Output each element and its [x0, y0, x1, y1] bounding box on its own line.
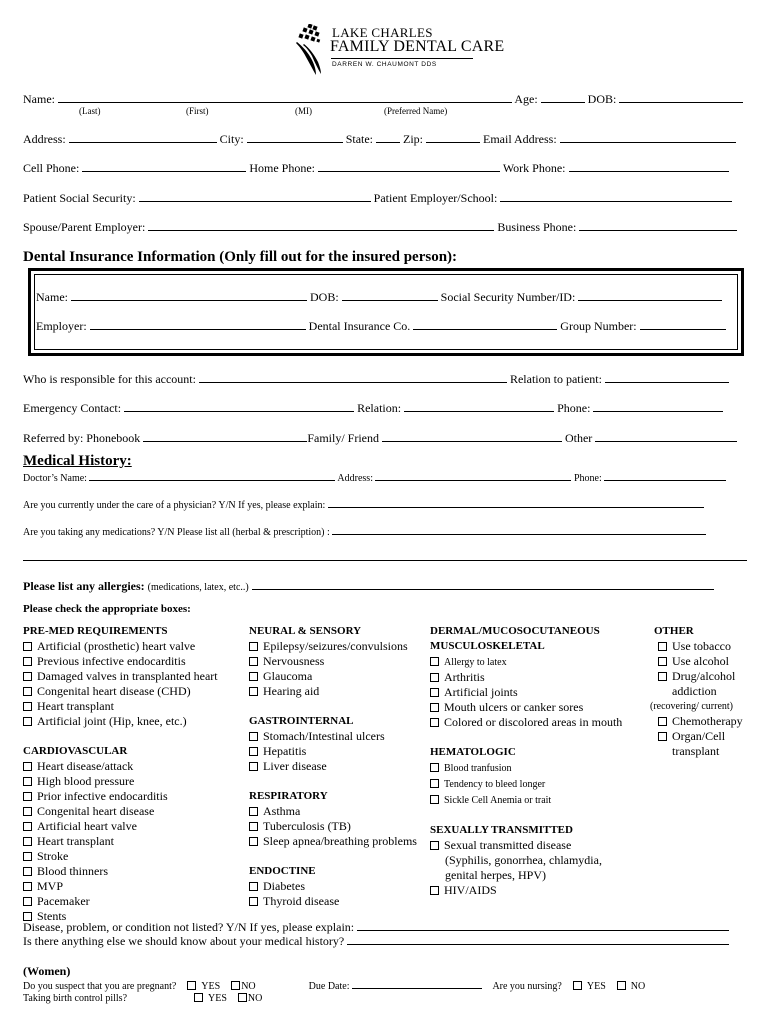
work-phone-label: Work Phone: — [502, 161, 566, 175]
checkbox-item[interactable]: Glaucoma — [249, 669, 417, 684]
else-field[interactable] — [347, 935, 729, 945]
spouse-row — [23, 219, 737, 235]
checkbox-item[interactable]: Liver disease — [249, 759, 417, 774]
insured-name-field[interactable] — [71, 289, 307, 301]
referred-phonebook-label: Referred by: Phonebook — [23, 431, 141, 445]
emergency-row — [23, 400, 723, 416]
pregnant-row — [23, 979, 645, 992]
insured-dob-label: DOB: — [310, 290, 339, 304]
checkbox-item[interactable]: Use alcohol — [654, 654, 743, 669]
city-field[interactable] — [247, 131, 343, 143]
responsible-label: Who is responsible for this account: — [23, 372, 196, 386]
checkbox[interactable] — [23, 807, 32, 816]
nursing-question: Are you nursing? — [492, 981, 562, 992]
birth-control-question: Taking birth control pills? — [23, 993, 128, 1004]
pregnant-no-label: NO — [241, 981, 256, 992]
checkbox-item[interactable]: Blood thinners — [23, 864, 218, 879]
patient-employer-label: Patient Employer/School: — [373, 191, 498, 205]
insurance-row1 — [36, 289, 722, 305]
business-phone-label: Business Phone: — [497, 220, 577, 234]
checkbox[interactable] — [23, 672, 32, 681]
sexual-header: SEXUALLY TRANSMITTED — [430, 824, 573, 836]
emergency-relation-label: Relation: — [357, 401, 402, 415]
doctor-name-label: Doctor’s Name: — [23, 473, 87, 484]
doctor-name-field[interactable] — [89, 471, 335, 481]
due-date-label: Due Date: — [308, 981, 350, 992]
checkbox[interactable] — [658, 732, 667, 741]
spacer — [249, 699, 417, 714]
address-label: Address: — [23, 132, 66, 146]
spacer — [249, 849, 417, 864]
patient-employer-field[interactable] — [500, 190, 732, 202]
medical-history-title: Medical History: — [23, 453, 132, 469]
cardio-header: CARDIOVASCULAR — [23, 745, 128, 757]
sub-preferred: (Preferred Name) — [384, 106, 448, 116]
insurance-box-inner — [34, 274, 738, 350]
column-other — [650, 624, 743, 759]
premed-header: PRE-MED REQUIREMENTS — [23, 625, 168, 637]
referred-other-field[interactable] — [595, 430, 737, 442]
hematologic-header: HEMATOLOGIC — [430, 746, 516, 758]
checkbox[interactable] — [23, 762, 32, 771]
checkbox-item[interactable]: Stroke — [23, 849, 218, 864]
zip-label: Zip: — [403, 132, 424, 146]
physician-question: Are you currently under the care of a physician? Y/N If yes, please explain: — [23, 500, 326, 511]
work-phone-field[interactable] — [569, 160, 729, 172]
checkbox[interactable] — [23, 777, 32, 786]
dob-field[interactable] — [619, 91, 743, 103]
business-phone-field[interactable] — [579, 219, 737, 231]
email-label: Email Address: — [483, 132, 557, 146]
checkbox-item[interactable]: Artificial joint (Hip, knee, etc.) — [23, 714, 218, 729]
spacer — [430, 730, 622, 745]
cell-phone-field[interactable] — [82, 160, 246, 172]
insurance-company-label: Dental Insurance Co. — [308, 319, 411, 333]
checkbox-item[interactable]: Artificial (prosthetic) heart valve — [23, 639, 218, 654]
city-label: City: — [219, 132, 244, 146]
allergies-row — [23, 578, 714, 594]
checkbox-item[interactable]: Stents — [23, 909, 218, 924]
name-field[interactable] — [58, 91, 512, 103]
birth-control-row — [23, 993, 262, 1004]
checkbox[interactable] — [430, 886, 439, 895]
checkbox[interactable] — [249, 672, 258, 681]
checkbox[interactable] — [249, 687, 258, 696]
checkbox[interactable] — [23, 687, 32, 696]
column-premed-cardio — [23, 624, 218, 924]
practice-logo — [294, 22, 505, 78]
neural-header: NEURAL & SENSORY — [249, 625, 362, 637]
medications-row — [23, 525, 706, 538]
checkbox[interactable] — [658, 672, 667, 681]
checkbox[interactable] — [23, 897, 32, 906]
disease-row — [23, 920, 729, 935]
insurance-row2 — [36, 318, 726, 334]
spacer — [430, 808, 622, 823]
checkbox-item[interactable]: HIV/AIDS — [430, 883, 622, 898]
checkbox[interactable] — [249, 657, 258, 666]
pregnant-no-checkbox[interactable] — [231, 981, 240, 990]
group-number-field[interactable] — [640, 318, 726, 330]
item-continuation: addiction — [672, 684, 717, 698]
referred-phonebook-field[interactable] — [143, 430, 307, 442]
recovering-note: (recovering/ current) — [650, 701, 734, 712]
email-field[interactable] — [560, 131, 736, 143]
responsible-field[interactable] — [199, 371, 507, 383]
logo-line1: LAKE CHARLES — [332, 25, 433, 40]
checkbox[interactable] — [249, 642, 258, 651]
checkbox-item[interactable]: Artificial heart valve — [23, 819, 218, 834]
checkbox[interactable] — [23, 717, 32, 726]
checkbox-item[interactable]: Damaged valves in transplanted heart — [23, 669, 218, 684]
referred-other-label: Other — [564, 431, 593, 445]
checkbox[interactable] — [249, 732, 258, 741]
home-phone-label: Home Phone: — [249, 161, 316, 175]
checkbox-item[interactable]: Nervousness — [249, 654, 417, 669]
nursing-no-checkbox[interactable] — [617, 981, 626, 990]
checkbox-item[interactable]: Congenital heart disease (CHD) — [23, 684, 218, 699]
doctor-row — [23, 471, 726, 484]
doctor-phone-field[interactable] — [604, 471, 726, 481]
checkbox[interactable] — [430, 688, 439, 697]
checkbox[interactable] — [249, 747, 258, 756]
referred-family-label: Family/ Friend — [307, 431, 379, 445]
else-question: Is there anything else we should know about your medical history? — [23, 934, 345, 948]
spouse-employer-label: Spouse/Parent Employer: — [23, 220, 146, 234]
responsible-row — [23, 371, 729, 387]
group-number-label: Group Number: — [560, 319, 637, 333]
checkbox-item[interactable]: Thyroid disease — [249, 894, 417, 909]
checkbox[interactable] — [430, 779, 439, 788]
address-row — [23, 131, 736, 147]
address-field[interactable] — [69, 131, 217, 143]
musculoskeletal-header: MUSCULOSKELETAL — [430, 640, 545, 652]
checkbox-item[interactable]: Allergy to latex — [430, 654, 622, 670]
physician-row — [23, 498, 704, 511]
phone-row — [23, 160, 729, 176]
checkbox-item[interactable]: Hearing aid — [249, 684, 417, 699]
checkbox-item[interactable]: Heart transplant — [23, 834, 218, 849]
checkbox[interactable] — [249, 882, 258, 891]
emergency-phone-label: Phone: — [557, 401, 591, 415]
checkbox-item[interactable]: Congenital heart disease — [23, 804, 218, 819]
checkbox-item[interactable]: Diabetes — [249, 879, 417, 894]
insured-name-label: Name: — [36, 290, 68, 304]
due-date-field[interactable] — [352, 979, 482, 989]
patient-ssn-field[interactable] — [139, 190, 371, 202]
logo-divider — [331, 58, 473, 59]
medications-line2[interactable] — [23, 560, 747, 561]
checkbox-item[interactable]: Sexual transmitted disease — [430, 838, 622, 853]
checkbox[interactable] — [23, 852, 32, 861]
nursing-yes-label: YES — [586, 981, 606, 992]
checkbox-item[interactable]: Hepatitis — [249, 744, 417, 759]
medications-field[interactable] — [332, 525, 706, 535]
checkbox[interactable] — [249, 762, 258, 771]
checkbox[interactable] — [23, 822, 32, 831]
allergies-hint: (medications, latex, etc..) — [147, 582, 249, 593]
nursing-yes-checkbox[interactable] — [573, 981, 582, 990]
respiratory-header: RESPIRATORY — [249, 790, 328, 802]
physician-field[interactable] — [328, 498, 704, 508]
tooth-logo-icon — [294, 24, 328, 76]
item-continuation: genital herpes, HPV) — [445, 868, 546, 882]
medications-question: Are you taking any medications? Y/N Please list all (herbal & prescription) : — [23, 527, 330, 538]
insurance-title: Dental Insurance Information (Only fill out for the insured person): — [23, 249, 458, 265]
checkbox-item[interactable]: Heart disease/attack — [23, 759, 218, 774]
disease-field[interactable] — [357, 921, 729, 931]
checkbox-item[interactable]: Pacemaker — [23, 894, 218, 909]
dermal-header: DERMAL/MUCOSOCUTANEOUS — [430, 625, 600, 637]
women-label: (Women) — [23, 964, 71, 978]
spouse-employer-field[interactable] — [148, 219, 494, 231]
checkbox[interactable] — [249, 837, 258, 846]
dob-label: DOB: — [587, 92, 617, 106]
checkbox[interactable] — [430, 841, 439, 850]
checkbox[interactable] — [430, 673, 439, 682]
checkbox[interactable] — [249, 807, 258, 816]
ssn-row — [23, 190, 732, 206]
insured-employer-field[interactable] — [90, 318, 306, 330]
checkbox-item[interactable]: Mouth ulcers or canker sores — [430, 700, 622, 715]
state-label: State: — [345, 132, 374, 146]
checkbox[interactable] — [430, 703, 439, 712]
other-header: OTHER — [654, 625, 694, 637]
checkbox[interactable] — [658, 642, 667, 651]
doctor-address-label: Address: — [337, 473, 373, 484]
birth-control-no-checkbox[interactable] — [238, 993, 247, 1002]
state-field[interactable] — [376, 131, 400, 143]
relation-to-patient-field[interactable] — [605, 371, 729, 383]
home-phone-field[interactable] — [318, 160, 500, 172]
logo-line2: FAMILY DENTAL CARE — [330, 38, 505, 55]
checkbox-item[interactable]: Epilepsy/seizures/convulsions — [249, 639, 417, 654]
emergency-relation-field[interactable] — [404, 400, 554, 412]
pregnant-yes-checkbox[interactable] — [187, 981, 196, 990]
item-continuation: (Syphilis, gonorrhea, chlamydia, — [445, 853, 602, 867]
checkbox-item[interactable]: Tuberculosis (TB) — [249, 819, 417, 834]
checkbox-item[interactable]: Colored or discolored areas in mouth — [430, 715, 622, 730]
patient-ssn-label: Patient Social Security: — [23, 191, 136, 205]
insured-dob-field[interactable] — [342, 289, 438, 301]
checkbox[interactable] — [249, 822, 258, 831]
checkbox-item[interactable]: Arthritis — [430, 670, 622, 685]
checkbox-item[interactable]: Sickle Cell Anemia or trait — [430, 792, 622, 808]
checkbox[interactable] — [23, 867, 32, 876]
checkbox[interactable] — [658, 717, 667, 726]
sub-first: (First) — [186, 106, 209, 116]
zip-field[interactable] — [426, 131, 480, 143]
allergies-field[interactable] — [252, 578, 714, 590]
cell-phone-label: Cell Phone: — [23, 161, 80, 175]
pregnant-question: Do you suspect that you are pregnant? — [23, 981, 177, 992]
checkbox[interactable] — [23, 792, 32, 801]
name-label: Name: — [23, 92, 55, 106]
column-neural-gastro — [249, 624, 417, 909]
sub-mi: (MI) — [295, 106, 312, 116]
check-boxes-label: Please check the appropriate boxes: — [23, 603, 191, 615]
checkbox-item[interactable]: Tendency to bleed longer — [430, 776, 622, 792]
item-continuation: transplant — [672, 744, 720, 758]
emergency-phone-field[interactable] — [593, 400, 723, 412]
referred-row — [23, 430, 737, 446]
checkbox-item[interactable]: Heart transplant — [23, 699, 218, 714]
name-row — [23, 91, 743, 107]
checkbox[interactable] — [430, 657, 439, 666]
birth-control-yes-checkbox[interactable] — [194, 993, 203, 1002]
checkbox[interactable] — [249, 897, 258, 906]
checkbox-item[interactable]: Sleep apnea/breathing problems — [249, 834, 417, 849]
else-row — [23, 934, 729, 949]
pregnant-yes-label: YES — [201, 981, 221, 992]
doctor-address-field[interactable] — [375, 471, 571, 481]
referred-family-field[interactable] — [382, 430, 562, 442]
endocrine-header: ENDOCTINE — [249, 865, 316, 877]
disease-question: Disease, problem, or condition not listed? Y/N If yes, please explain: — [23, 920, 355, 934]
spacer — [249, 774, 417, 789]
age-field[interactable] — [541, 91, 585, 103]
column-dermal-hema-sexual — [430, 624, 622, 898]
sub-last: (Last) — [79, 106, 101, 116]
emergency-contact-field[interactable] — [124, 400, 354, 412]
nursing-no-label: NO — [630, 981, 646, 992]
checkbox-item[interactable]: Organ/Cell — [654, 729, 743, 744]
checkbox[interactable] — [430, 718, 439, 727]
checkbox-item[interactable]: Blood tranfusion — [430, 760, 622, 776]
checkbox[interactable] — [23, 837, 32, 846]
checkbox-item[interactable]: Asthma — [249, 804, 417, 819]
insured-ssn-field[interactable] — [578, 289, 722, 301]
checkbox-item[interactable]: Previous infective endocarditis — [23, 654, 218, 669]
checkbox[interactable] — [658, 657, 667, 666]
checkbox[interactable] — [23, 642, 32, 651]
checkbox[interactable] — [430, 795, 439, 804]
checkbox-item[interactable]: Use tobacco — [654, 639, 743, 654]
age-label: Age: — [514, 92, 538, 106]
spacer — [23, 729, 218, 744]
allergies-label: Please list any allergies: — [23, 579, 145, 593]
checkbox-item[interactable]: Stomach/Intestinal ulcers — [249, 729, 417, 744]
checkbox-item[interactable]: Artificial joints — [430, 685, 622, 700]
checkbox-item[interactable]: MVP — [23, 879, 218, 894]
checkbox[interactable] — [23, 882, 32, 891]
insured-ssn-label: Social Security Number/ID: — [440, 290, 576, 304]
birth-control-no-label: NO — [247, 993, 263, 1004]
emergency-contact-label: Emergency Contact: — [23, 401, 122, 415]
checkbox[interactable] — [430, 763, 439, 772]
checkbox[interactable] — [23, 702, 32, 711]
doctor-phone-label: Phone: — [573, 473, 602, 484]
gastro-header: GASTROINTERNAL — [249, 715, 354, 727]
checkbox[interactable] — [23, 657, 32, 666]
checkbox-item[interactable]: Prior infective endocarditis — [23, 789, 218, 804]
checkbox-item[interactable]: High blood pressure — [23, 774, 218, 789]
checkbox-item[interactable]: Chemotherapy — [654, 714, 743, 729]
relation-to-patient-label: Relation to patient: — [509, 372, 602, 386]
logo-sub: DARREN W. CHAUMONT DDS — [332, 61, 437, 68]
insured-employer-label: Employer: — [36, 319, 87, 333]
insurance-company-field[interactable] — [413, 318, 557, 330]
birth-control-yes-label: YES — [208, 993, 227, 1004]
checkbox-item[interactable]: Drug/alcohol — [654, 669, 743, 684]
